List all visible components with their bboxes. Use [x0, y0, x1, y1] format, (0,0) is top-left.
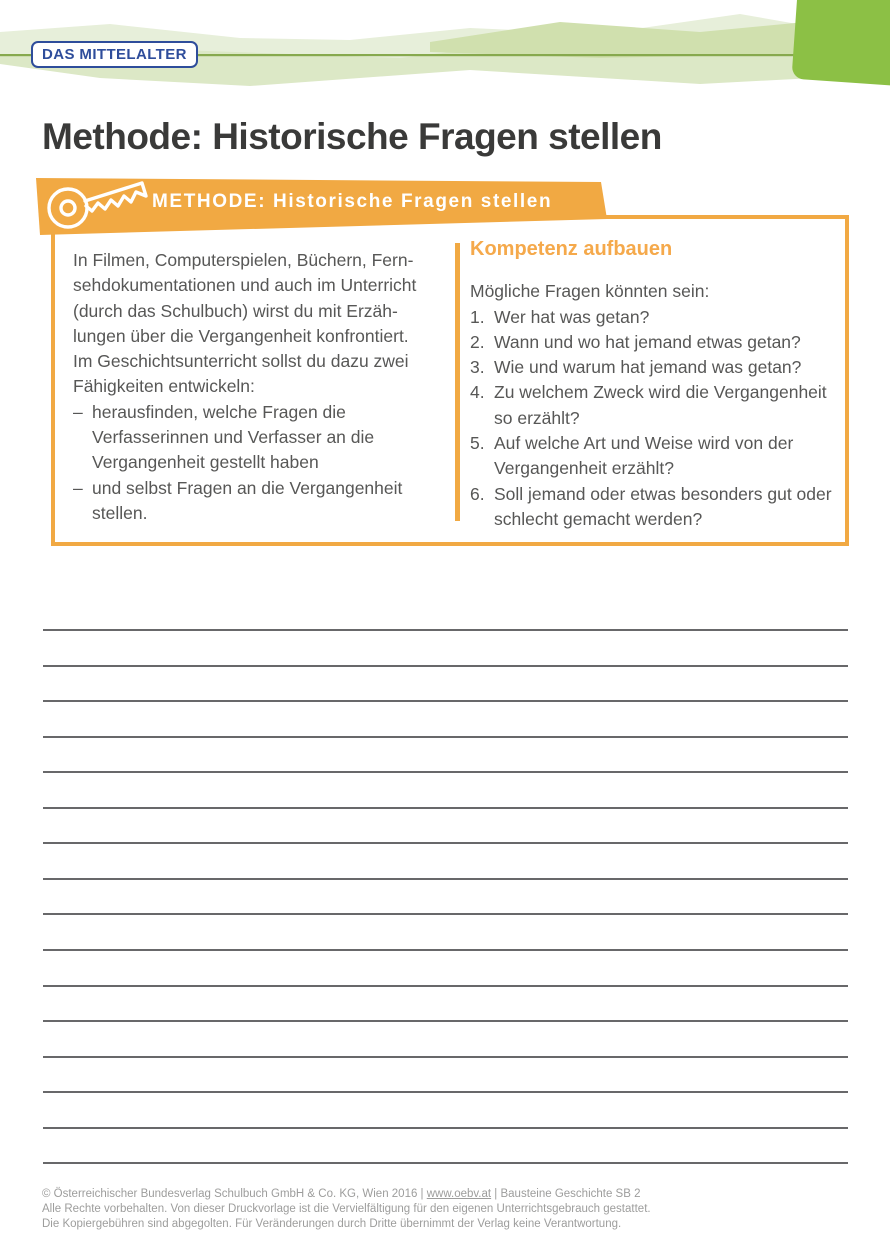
paragraph-line: In Filmen, Computerspielen, Büchern, Fern-	[73, 250, 414, 270]
question-number: 2.	[470, 331, 485, 352]
bullet-dash: –	[73, 477, 83, 498]
question-number: 1.	[470, 306, 485, 327]
writing-lines-area[interactable]	[43, 629, 848, 1169]
question-line: Wer hat was getan?	[494, 306, 650, 327]
writing-rule-line[interactable]	[43, 736, 848, 738]
bullet-line: und selbst Fragen an die Vergangenheit	[92, 477, 403, 498]
paragraph-line: sehdokumentationen und auch im Unterricht	[73, 275, 417, 296]
writing-rule-line[interactable]	[43, 1056, 848, 1058]
question-number: 6.	[470, 483, 485, 504]
header-band	[0, 0, 890, 110]
writing-rule-line[interactable]	[43, 985, 848, 987]
kompetenz-intro: Mögliche Fragen könnten sein:	[470, 281, 710, 302]
bullet-text	[92, 476, 402, 527]
footer-copyright-pre: © Österreichischer Bundesverlag Schulbuch GmbH & Co. KG, Wien 2016 |	[42, 1188, 427, 1200]
question-line: Wie und warum hat jemand was getan?	[494, 357, 802, 378]
method-info-box	[51, 215, 849, 546]
footer-line-2: Alle Rechte vorbehalten. Von dieser Druckvorlage ist die Vervielfältigung für den eigenen Unterrichtsgebrauch gestattet.	[42, 1203, 651, 1215]
question-line: Wann und wo hat jemand etwas getan?	[494, 331, 801, 352]
paragraph-line: Fähigkeiten entwickeln:	[73, 376, 255, 397]
intro-paragraph	[73, 248, 448, 400]
corner-tab	[791, 0, 890, 87]
chapter-badge-label: DAS MITTELALTER	[42, 46, 187, 63]
writing-rule-line[interactable]	[43, 629, 848, 631]
question-item	[470, 305, 835, 330]
writing-rule-line[interactable]	[43, 913, 848, 915]
chapter-badge	[31, 41, 198, 68]
bullet-item	[73, 400, 448, 476]
writing-rule-line[interactable]	[43, 807, 848, 809]
writing-rule-line[interactable]	[43, 771, 848, 773]
question-text	[494, 355, 801, 380]
bullet-line: Vergangenheit gestellt haben	[92, 452, 319, 473]
question-number: 3.	[470, 357, 485, 378]
footer-line-3: Die Kopiergebühren sind abgegolten. Für Veränderungen durch Dritte übernimmt der Verlag keine Verantwortung.	[42, 1218, 622, 1230]
question-text	[494, 482, 832, 533]
writing-rule-line[interactable]	[43, 1162, 848, 1164]
writing-rule-line[interactable]	[43, 1091, 848, 1093]
question-text	[494, 380, 827, 431]
question-number: 4.	[470, 382, 485, 403]
question-item	[470, 482, 835, 533]
writing-rule-line[interactable]	[43, 878, 848, 880]
paragraph-line: lungen über die Vergangenheit konfrontiert.	[73, 325, 409, 346]
footer-copyright	[42, 1187, 842, 1232]
question-item	[470, 380, 835, 431]
question-number: 5.	[470, 433, 485, 454]
intro-text-column	[73, 248, 448, 526]
paragraph-line: (durch das Schulbuch) wirst du mit Erzäh-	[73, 300, 398, 321]
question-line: so erzählt?	[494, 407, 580, 428]
page-title: Methode: Historische Fragen stellen	[42, 116, 662, 157]
writing-rule-line[interactable]	[43, 665, 848, 667]
bullet-text	[92, 400, 374, 476]
question-text	[494, 305, 649, 330]
method-banner-label: METHODE: Historische Fragen stellen	[152, 191, 553, 212]
bullet-item	[73, 476, 448, 527]
writing-rule-line[interactable]	[43, 700, 848, 702]
writing-rule-line[interactable]	[43, 1020, 848, 1022]
writing-rule-line[interactable]	[43, 1127, 848, 1129]
kompetenz-column	[470, 237, 835, 532]
question-text	[494, 431, 793, 482]
question-text	[494, 330, 801, 355]
kompetenz-heading: Kompetenz aufbauen	[470, 238, 673, 260]
question-item	[470, 355, 835, 380]
question-item	[470, 431, 835, 482]
question-item	[470, 330, 835, 355]
intro-bullet-list	[73, 400, 448, 526]
footer-line-1	[42, 1187, 842, 1202]
writing-rule-line[interactable]	[43, 949, 848, 951]
footer-copyright-post: | Bausteine Geschichte SB 2	[491, 1188, 641, 1200]
column-divider	[455, 243, 460, 521]
publisher-link[interactable]: www.oebv.at	[426, 1188, 492, 1200]
bullet-line: stellen.	[92, 502, 148, 523]
bullet-dash: –	[73, 401, 83, 422]
question-list	[470, 305, 835, 533]
question-line: schlecht gemacht werden?	[494, 508, 703, 529]
bullet-line: herausfinden, welche Fragen die	[92, 401, 346, 422]
paragraph-line: Im Geschichtsunterricht sollst du dazu zwei	[73, 351, 409, 372]
writing-rule-line[interactable]	[43, 842, 848, 844]
question-line: Auf welche Art und Weise wird von der	[494, 433, 794, 454]
question-line: Soll jemand oder etwas besonders gut oder	[494, 483, 832, 504]
question-line: Zu welchem Zweck wird die Vergangenheit	[494, 382, 827, 403]
question-line: Vergangenheit erzählt?	[494, 458, 674, 479]
bullet-line: Verfasserinnen und Verfasser an die	[92, 427, 375, 448]
